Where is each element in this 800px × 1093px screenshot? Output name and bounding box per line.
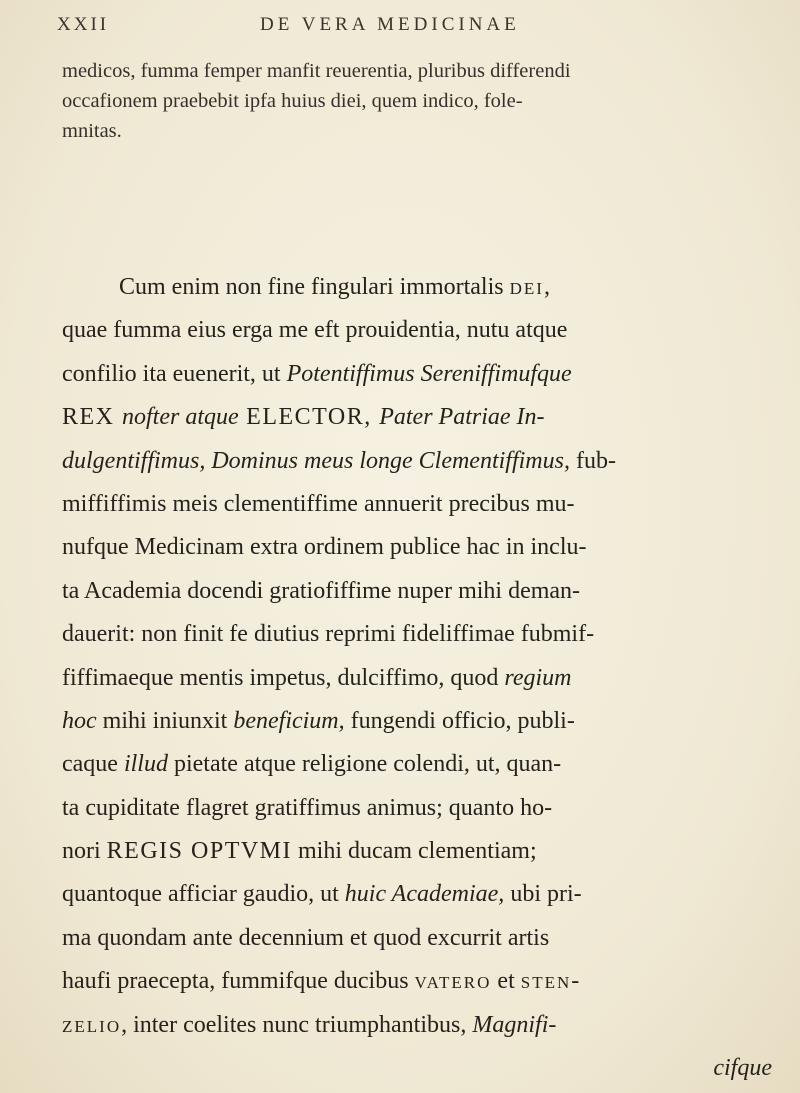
intro-line: occafionem praebebit ipfa huius diei, quem indico, fole-	[62, 90, 523, 112]
intro-paragraph	[62, 56, 762, 146]
text-segment: ma quondam ante decennium et quod excurrit artis	[62, 924, 550, 951]
text-segment: miffiffimis meis clementiffime annuerit precibus mu-	[62, 490, 575, 517]
text-segment: ta Academia docendi gratiofiffime nuper mihi deman-	[62, 577, 581, 604]
text-segment: cifque	[713, 1055, 772, 1082]
text-segment: dulgentiffimus, Dominus meus longe Clementiffimus,	[62, 447, 570, 474]
text-segment: fub-	[569, 447, 616, 474]
text-line	[62, 873, 772, 916]
text-line	[62, 526, 772, 569]
text-segment: , inter coelites nunc triumphantibus,	[121, 1011, 473, 1038]
text-segment: haufi praecepta, fummifque ducibus	[62, 968, 415, 995]
text-segment: nufque Medicinam extra ordinem publice hac in inclu-	[62, 534, 587, 561]
text-segment: huic Academiae,	[344, 881, 505, 908]
text-segment: confilio ita euenerit, ut	[62, 360, 287, 387]
text-segment: nofter atque	[122, 404, 239, 431]
text-segment: Pater Patriae In-	[379, 404, 545, 431]
text-line	[62, 483, 772, 526]
intro-line: medicos, fumma femper manfit reuerentia, pluribus differendi	[62, 60, 571, 82]
running-title: DE VERA MEDICINAE	[260, 14, 520, 35]
text-line	[62, 440, 772, 483]
text-line	[62, 657, 772, 700]
text-line	[62, 830, 772, 873]
intro-line: mnitas.	[62, 120, 122, 142]
text-segment: fiffimaeque mentis impetus, dulciffimo, quod	[62, 664, 505, 691]
text-line	[62, 396, 772, 439]
text-line	[62, 1047, 772, 1090]
text-line	[62, 787, 772, 830]
text-segment: quae fumma eius erga me eft prouidentia, nutu atque	[62, 317, 568, 344]
text-segment: ,	[543, 274, 550, 300]
text-segment: Potentiffimus Sereniffimufque	[286, 360, 572, 387]
text-line	[62, 266, 772, 309]
text-segment: nori	[62, 838, 107, 865]
text-segment: ubi pri-	[504, 881, 582, 908]
text-segment: dauerit: non finit fe diutius reprimi fideliffimae fubmif-	[62, 621, 595, 648]
text-line	[62, 570, 772, 613]
text-line	[62, 1004, 772, 1047]
text-segment: fungendi officio, publi-	[344, 707, 575, 734]
running-header	[0, 14, 800, 44]
text-segment: beneficium,	[233, 707, 345, 734]
text-segment: Magnifi-	[472, 1011, 557, 1038]
text-segment: illud	[123, 751, 168, 778]
text-segment: dei	[509, 274, 544, 300]
text-segment: REGIS OPTVMI	[106, 838, 293, 865]
text-segment: zelio	[62, 1011, 122, 1038]
text-line	[62, 700, 772, 743]
text-segment: mihi iniunxit	[96, 707, 234, 734]
text-line	[62, 743, 772, 786]
text-segment: et	[491, 968, 521, 995]
text-segment: REX	[62, 404, 122, 431]
text-segment: ta cupiditate flagret gratiffimus animus; quanto ho-	[62, 794, 553, 821]
main-paragraph	[62, 266, 772, 1090]
text-segment: regium	[504, 664, 572, 691]
text-segment: mihi ducam clementiam;	[292, 838, 537, 865]
text-segment: Cum enim non fine fingulari immortalis	[119, 274, 510, 300]
page-number: XXII	[57, 14, 110, 35]
text-segment: sten-	[520, 968, 582, 995]
text-segment: pietate atque religione colendi, ut, quan-	[167, 751, 562, 778]
text-segment: quantoque afficiar gaudio, ut	[62, 881, 345, 908]
text-line	[62, 309, 772, 352]
text-line	[62, 960, 772, 1003]
text-segment: caque	[62, 751, 124, 778]
text-segment: hoc	[62, 707, 97, 734]
text-segment: vatero	[414, 968, 492, 995]
text-line	[62, 917, 772, 960]
text-line	[62, 613, 772, 656]
text-segment: ELECTOR,	[238, 404, 380, 431]
text-line	[62, 353, 772, 396]
